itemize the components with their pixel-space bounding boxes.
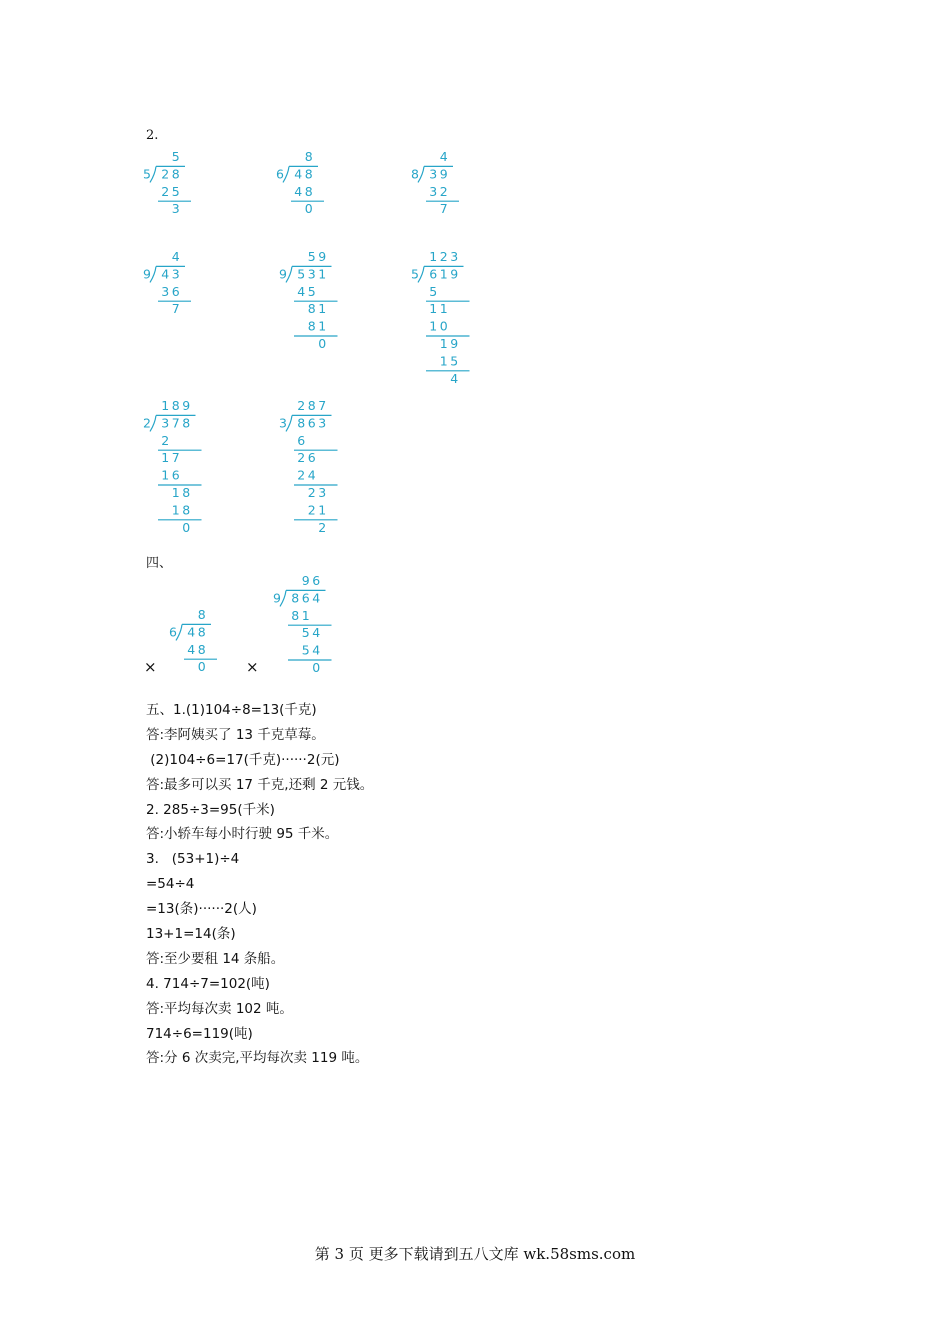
dividend-digit: 7 [171,415,180,431]
answer-line: =13(条)······2(人) [146,901,257,918]
quotient-digit: 5 [307,248,316,264]
answer-line: 五、1.(1)104÷8=13(千克) [146,702,317,718]
long-division-3-into-863 [276,397,346,542]
answer-line: 3. (53+1)÷4 [146,851,240,868]
answer-text-block [146,698,846,1071]
step-digit: 4 [307,467,316,483]
answer-line: 2. 285÷3=95(千米) [146,801,275,818]
step-digit: 1 [161,450,170,466]
long-division-9-into-43 [140,248,199,324]
step-digit: 1 [301,607,310,623]
step-digit: 2 [307,484,316,500]
quotient-digit: 9 [182,397,191,413]
step-digit: 2 [318,519,327,535]
answer-line: 答:至少要租 14 条船。 [146,950,285,967]
step-digit: 4 [312,642,321,658]
step-digit: 5 [301,625,310,641]
step-digit: 3 [429,183,438,199]
step-digit: 4 [450,370,459,386]
step-digit: 9 [450,335,459,351]
divisor-digit: 9 [273,590,282,606]
dividend-digit: 3 [161,415,170,431]
step-digit: 6 [171,467,180,483]
dividend-digit: 6 [301,590,310,606]
quotient-digit: 8 [307,397,316,413]
dividend-digit: 8 [182,415,191,431]
long-division-6-into-48-check [166,606,225,682]
long-division-9-into-531 [276,248,346,358]
step-digit: 1 [429,318,438,334]
quotient-digit: 7 [318,397,327,413]
dividend-digit: 6 [307,415,316,431]
step-digit: 1 [171,484,180,500]
answer-line: 714÷6=119(吨) [146,1025,253,1042]
quotient-digit: 3 [450,248,459,264]
answer-line: 答:李阿姨买了 13 千克草莓。 [146,726,325,743]
wrong-mark-2: × [246,658,259,676]
step-digit: 4 [294,183,303,199]
step-digit: 8 [307,318,316,334]
step-digit: 4 [187,641,196,657]
divisor-digit: 6 [276,166,285,182]
divisor-digit: 5 [143,166,152,182]
page-footer: 第 3 页 更多下载请到五八文库 wk.58sms.com [314,1245,636,1263]
dividend-digit: 3 [307,266,316,282]
divisor-digit: 5 [411,266,420,282]
dividend-digit: 1 [439,266,448,282]
long-division-5-into-28 [140,148,199,224]
step-digit: 1 [439,335,448,351]
dividend-digit: 9 [450,266,459,282]
step-digit: 6 [297,432,306,448]
long-division-5-into-619 [408,248,478,393]
answer-line: =54÷4 [146,876,195,893]
step-digit: 8 [182,502,191,518]
quotient-digit: 9 [301,572,310,588]
step-digit: 4 [297,283,306,299]
step-digit: 7 [171,450,180,466]
step-digit: 5 [301,642,310,658]
step-digit: 2 [297,467,306,483]
section-4-label: 四、 [146,556,173,571]
step-digit: 2 [297,450,306,466]
answer-line: 答:平均每次卖 102 吨。 [146,1000,293,1017]
divisor-digit: 2 [143,415,152,431]
step-digit: 8 [291,607,300,623]
step-digit: 0 [312,659,321,675]
dividend-digit: 8 [304,166,313,182]
dividend-digit: 4 [187,624,196,640]
step-digit: 0 [304,201,313,217]
answer-line: (2)104÷6=17(千克)······2(元) [146,751,340,768]
quotient-digit: 9 [318,248,327,264]
quotient-digit: 1 [429,248,438,264]
step-digit: 2 [439,183,448,199]
long-division-6-into-48 [273,148,332,224]
step-digit: 5 [429,283,438,299]
quotient-digit: 4 [439,148,448,164]
dividend-digit: 8 [297,415,306,431]
step-digit: 8 [197,641,206,657]
step-digit: 5 [171,183,180,199]
step-digit: 1 [161,467,170,483]
long-division-2-into-378 [140,397,210,542]
step-digit: 6 [307,450,316,466]
dividend-digit: 3 [171,266,180,282]
step-digit: 1 [318,318,327,334]
dividend-digit: 6 [429,266,438,282]
step-digit: 7 [171,301,180,317]
quotient-digit: 8 [197,606,206,622]
long-division-9-into-864-check [270,572,340,682]
step-digit: 6 [171,283,180,299]
step-digit: 2 [307,502,316,518]
divisor-digit: 6 [169,624,178,640]
answer-line: 答:最多可以买 17 千克,还剩 2 元钱。 [146,776,374,793]
wrong-mark-1: × [144,658,157,676]
dividend-digit: 3 [318,415,327,431]
step-digit: 4 [312,625,321,641]
dividend-digit: 8 [171,166,180,182]
divisor-digit: 3 [279,415,288,431]
step-digit: 3 [171,201,180,217]
step-digit: 8 [182,484,191,500]
dividend-digit: 4 [161,266,170,282]
step-digit: 3 [161,283,170,299]
dividend-digit: 5 [297,266,306,282]
dividend-digit: 8 [197,624,206,640]
step-digit: 8 [307,301,316,317]
step-digit: 0 [318,335,327,351]
long-division-8-into-39 [408,148,467,224]
dividend-digit: 2 [161,166,170,182]
step-digit: 1 [439,353,448,369]
quotient-digit: 6 [312,572,321,588]
step-digit: 1 [171,502,180,518]
dividend-digit: 4 [312,590,321,606]
quotient-digit: 8 [171,397,180,413]
quotient-digit: 2 [439,248,448,264]
quotient-digit: 2 [297,397,306,413]
quotient-digit: 4 [171,248,180,264]
step-digit: 8 [304,183,313,199]
dividend-digit: 9 [439,166,448,182]
step-digit: 0 [197,659,206,675]
step-digit: 2 [161,183,170,199]
step-digit: 1 [318,301,327,317]
quotient-digit: 5 [171,148,180,164]
step-digit: 1 [318,502,327,518]
step-digit: 0 [439,318,448,334]
step-digit: 7 [439,201,448,217]
quotient-digit: 1 [161,397,170,413]
dividend-digit: 1 [318,266,327,282]
answer-line: 答:小轿车每小时行驶 95 千米。 [146,826,339,843]
dividend-digit: 4 [294,166,303,182]
answer-line: 答:分 6 次卖完,平均每次卖 119 吨。 [146,1050,369,1067]
step-digit: 1 [429,301,438,317]
step-digit: 5 [450,353,459,369]
divisor-digit: 8 [411,166,420,182]
divisor-digit: 9 [143,266,152,282]
step-digit: 1 [439,301,448,317]
dividend-digit: 3 [429,166,438,182]
dividend-digit: 8 [291,590,300,606]
section-2-label: 2. [146,128,159,143]
step-digit: 0 [182,519,191,535]
divisor-digit: 9 [279,266,288,282]
answer-line: 13+1=14(条) [146,926,236,943]
step-digit: 2 [161,432,170,448]
step-digit: 5 [307,283,316,299]
quotient-digit: 8 [304,148,313,164]
answer-line: 4. 714÷7=102(吨) [146,975,270,992]
step-digit: 3 [318,484,327,500]
